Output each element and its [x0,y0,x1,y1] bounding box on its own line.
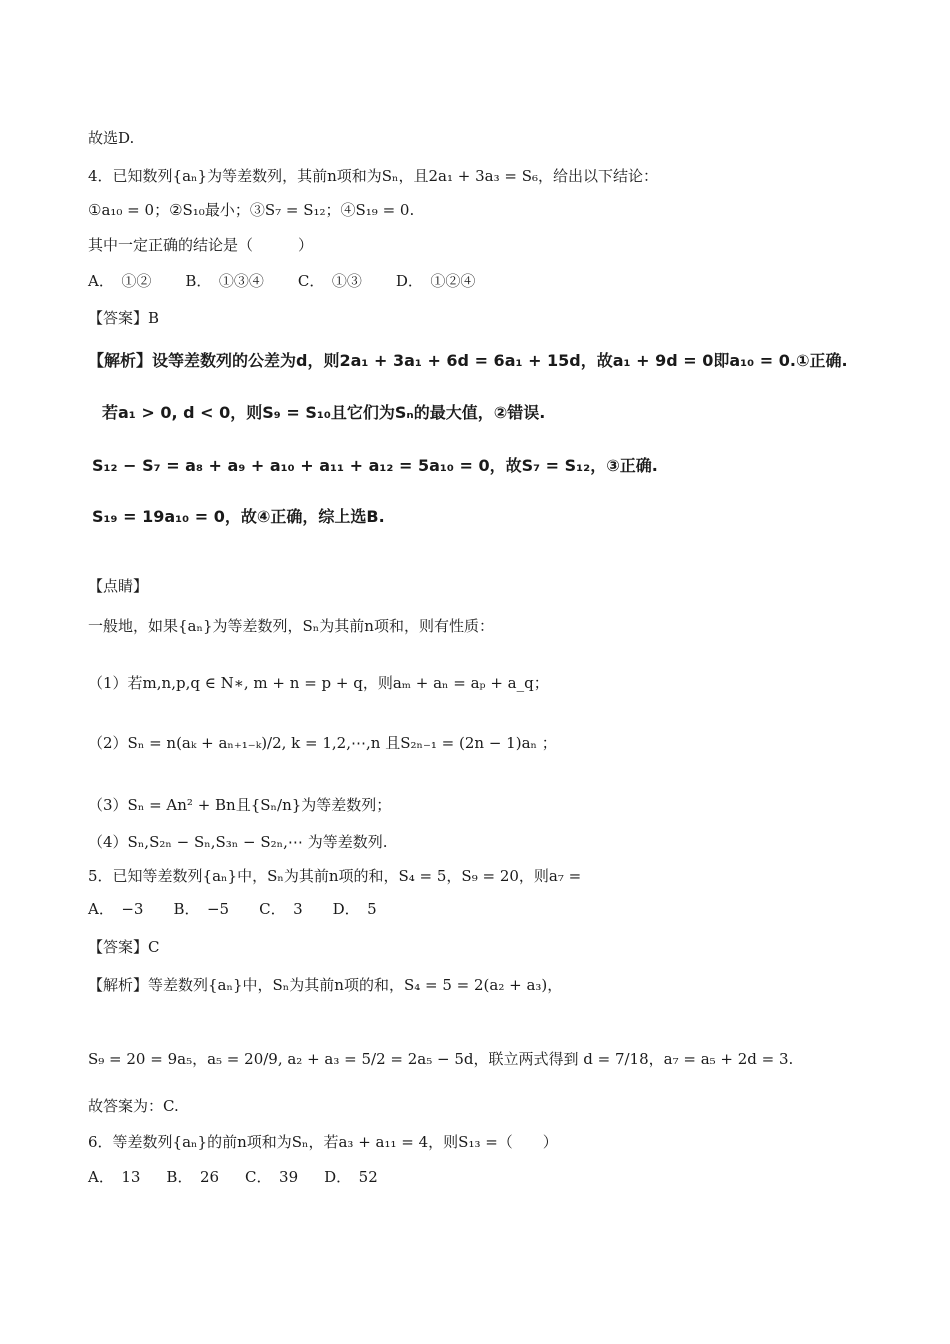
question-4-prompt: 其中一定正确的结论是（ ） [88,236,314,254]
conclusion-line: 故答案为：C. [88,1097,179,1115]
tip-text: 一般地，如果{aₙ}为等差数列，Sₙ为其前n项和，则有性质： [88,617,494,635]
choice-d: D． 52 [324,1168,378,1186]
property-4: （4）Sₙ,S₂ₙ − Sₙ,S₃ₙ − S₂ₙ,⋯ 为等差数列. [88,833,388,851]
analysis-line: S₉ = 20 = 9a₅，a₅ = 20/9, a₂ + a₃ = 5/2 = 2a₅ − 5d，联立两式得到 d = 7/18，a₇ = a₅ + 2d = 3. [88,1050,794,1068]
choice-a: A． −3 [88,900,144,918]
question-4-statements: ①a₁₀ = 0；②S₁₀最小；③S₇ = S₁₂；④S₁₉ = 0. [88,201,415,219]
question-4: 4．已知数列{aₙ}为等差数列，其前n项和为Sₙ，且2a₁ + 3a₃ = S₆，给出以下结论： [88,167,658,185]
choice-b: B． ①③④ [185,272,264,290]
choice-c: C． ①③ [297,272,362,290]
choice-c: C． 39 [245,1168,299,1186]
choice-d: D． 5 [332,900,377,918]
text-line: 故选D. [88,129,135,147]
choice-a: A． ①② [88,272,152,290]
analysis-line: 【解析】等差数列{aₙ}中，Sₙ为其前n项的和，S₄ = 5 = 2(a₂ + a₃)， [88,976,563,994]
property-2: （2）Sₙ = n(aₖ + aₙ₊₁₋ₖ)/2, k = 1,2,⋯,n 且S₂ₙ₋₁ = (2n − 1)aₙ ； [88,734,557,752]
choice-d: D． ①②④ [395,272,476,290]
analysis-line: 若a₁ > 0, d < 0，则S₉ = S₁₀且它们为Sₙ的最大值，②错误. [102,403,546,422]
choice-b: B． 26 [166,1168,220,1186]
analysis-line: 【解析】设等差数列的公差为d，则2a₁ + 3a₁ + 6d = 6a₁ + 15d，故a₁ + 9d = 0即a₁₀ = 0.①正确. [88,351,848,370]
analysis-line: S₁₉ = 19a₁₀ = 0，故④正确，综上选B. [92,507,385,526]
question-4-choices [88,271,509,291]
question-5-choices [88,899,407,919]
answer-label: 【答案】B [88,309,160,327]
question-6-choices [88,1167,404,1187]
choice-b: B． −5 [173,900,230,918]
choice-a: A． 13 [88,1168,141,1186]
tip-label: 【点睛】 [88,577,149,595]
choice-c: C． 3 [259,900,303,918]
property-1: （1）若m,n,p,q ∈ N∗, m + n = p + q，则aₘ + aₙ = aₚ + a_q； [88,674,549,692]
question-5: 5．已知等差数列{aₙ}中，Sₙ为其前n项的和，S₄ = 5，S₉ = 20，则a₇ = [88,867,582,885]
answer-label: 【答案】C [88,938,160,956]
analysis-line: S₁₂ − S₇ = a₈ + a₉ + a₁₀ + a₁₁ + a₁₂ = 5a₁₀ = 0，故S₇ = S₁₂，③正确. [92,456,658,475]
property-3: （3）Sₙ = An² + Bn且{Sₙ/n}为等差数列； [88,796,392,814]
question-6: 6．等差数列{aₙ}的前n项和为Sₙ，若a₃ + a₁₁ = 4，则S₁₃ =（ ） [88,1133,558,1151]
